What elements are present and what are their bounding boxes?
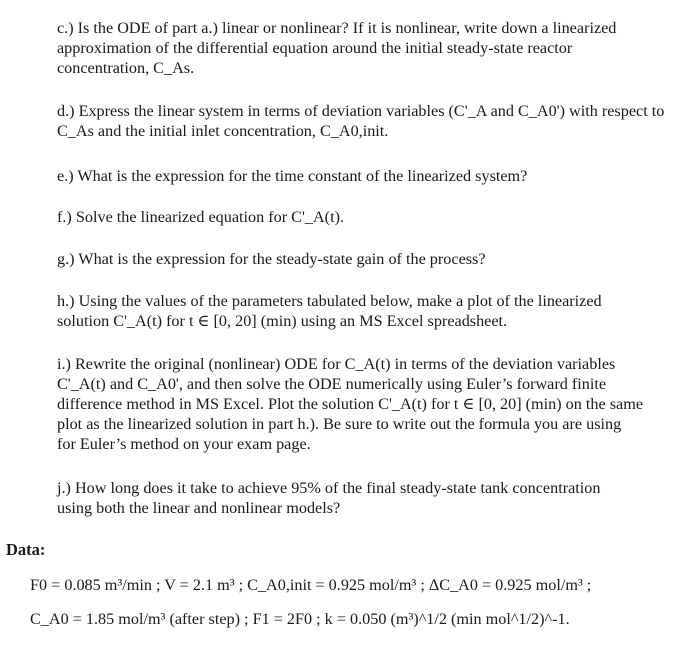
question-j-line-2: using both the linear and nonlinear models? [57, 499, 341, 517]
data-line-2: C_A0 = 1.85 mol/m³ (after step) ; F1 = 2F0 ; k = 0.050 (m³)^1/2 (min mol^1/2)^-1. [30, 610, 570, 628]
question-h-line-2: solution C'_A(t) for t ∈ [0, 20] (min) using an MS Excel spreadsheet. [57, 312, 508, 330]
question-i-line-3: difference method in MS Excel. Plot the solution C'_A(t) for t ∈ [0, 20] (min) on the same [57, 395, 643, 413]
question-f [57, 207, 694, 227]
question-d-line-1: d.) Express the linear system in terms of deviation variables (C'_A and C_A0') with respect to [57, 102, 665, 120]
question-c [57, 18, 694, 78]
question-d-line-2: C_As and the initial inlet concentration, C_A0,init. [57, 122, 389, 140]
question-g [57, 249, 694, 269]
question-h [57, 291, 694, 331]
question-e-line-1: e.) What is the expression for the time constant of the linearized system? [57, 167, 528, 185]
question-e [57, 166, 694, 186]
data-heading: Data: [6, 540, 46, 559]
question-h-line-1: h.) Using the values of the parameters tabulated below, make a plot of the linearized [57, 292, 602, 310]
data-line-1: F0 = 0.085 m³/min ; V = 2.1 m³ ; C_A0,init = 0.925 mol/m³ ; ΔC_A0 = 0.925 mol/m³ ; [30, 576, 592, 594]
question-g-line-1: g.) What is the expression for the steady-state gain of the process? [57, 250, 486, 268]
question-f-line-1: f.) Solve the linearized equation for C'_A(t). [57, 208, 345, 226]
question-c-line-1: c.) Is the ODE of part a.) linear or nonlinear? If it is nonlinear, write down a linearized [57, 19, 617, 37]
question-i-line-5: for Euler’s method on your exam page. [57, 435, 311, 453]
question-i [57, 354, 694, 454]
question-c-line-2: approximation of the differential equation around the initial steady-state reactor [57, 39, 573, 57]
question-i-line-1: i.) Rewrite the original (nonlinear) ODE for C_A(t) in terms of the deviation variables [57, 355, 616, 373]
question-d [57, 101, 694, 141]
question-j-line-1: j.) How long does it take to achieve 95% of the final steady-state tank concentration [57, 479, 601, 497]
question-c-line-3: concentration, C_As. [57, 59, 195, 77]
question-j [57, 478, 694, 518]
question-i-line-2: C'_A(t) and C_A0', and then solve the ODE numerically using Euler’s forward finite [57, 375, 607, 393]
question-i-line-4: plot as the linearized solution in part h.). Be sure to write out the formula you are using [57, 415, 622, 433]
